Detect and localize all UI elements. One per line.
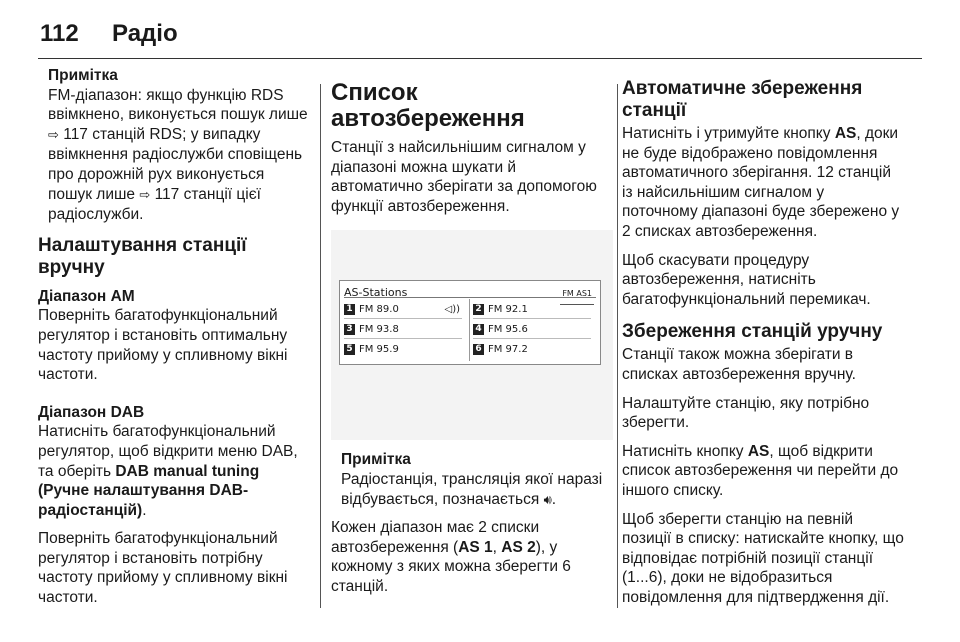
lists-text-1: Кожен діапазон має 2 списки автозбереження ( [331,519,540,556]
preset-slot-6[interactable] [473,341,591,358]
manual-save-text-4: Щоб зберегти станцію на певній позиції в списку: натискайте кнопку, що відповідає потрібній позиції станції (1...6), доки не відобразиться повідомлення для підтвердження дії. [622,510,904,606]
dab-text-2: Поверніть багатофункціональний регулятор і встановіть потрібну частоту прийому у спливному вікні частоти. [38,530,288,607]
preset-number: 5 [344,344,355,355]
section-heading: Налаштування станції вручну [38,234,247,278]
preset-frequency: FM 93.8 [359,324,399,336]
note-text-body: Радіостанція, трансляція якої наразі відбувається, позначається [341,470,603,508]
left-column [38,66,310,617]
note-box [341,450,609,510]
column-divider-1 [320,84,321,608]
dab-text-1 [38,422,310,520]
header-rule [38,58,922,59]
manual-save-text-2: Налаштуйте станцію, яку потрібно зберегти. [622,394,870,432]
speaker-icon: ◁)) [444,304,460,316]
auto-save-text-1b: , доки не буде відображено повідомлення автоматичного зберігання. 12 станцій із найсильнішим сигналом у поточному діапазоні буде збережено у 2 списках автозбереження. [622,125,900,240]
dab-text-1a: Натисніть багатофункціональний регулятор, щоб відкрити меню DAB, та оберіть [38,423,298,480]
middle-column [331,80,609,606]
preset-number: 3 [344,324,355,335]
note-text [341,470,609,510]
preset-frequency: FM 89.0 [359,304,399,316]
note-text [48,86,310,225]
as-stations-screen [339,280,601,365]
as-button-label: AS [747,442,770,460]
manual-save-text-3b: , щоб відкрити список автозбереження чи перейти до іншого списку. [622,442,899,499]
dab-heading: Діапазон DAB [38,403,145,421]
autosave-intro: Станції з найсильнішим сигналом у діапазоні можна шукати й автоматично зберігати за допомогою функції автозбереження. [331,139,597,215]
auto-save-heading: Автоматичне збереження станції [622,78,863,121]
dab-manual-tuning-label: DAB manual tuning (Ручне налаштування DAB-радіостанцій) [38,462,260,519]
auto-save-text-1a: Натисніть і утримуйте кнопку [622,125,831,142]
preset-number: 1 [344,304,355,315]
manual-save-text-3a: Натисніть кнопку [622,442,744,460]
note-text-3: 117 станції цієї радіослужби. [48,185,261,224]
note-text-2: 117 станцій RDS; у випадку ввімкнення радіослужби сповіщень про дорожній рух виконується пошук лише [48,125,303,203]
autosave-list-heading: Список автозбереження [331,79,525,132]
auto-save-cancel-text: Щоб скасувати процедуру автозбереження, натисніть багатофункціональний перемикач. [622,251,871,308]
preset-number: 4 [473,324,484,335]
dab-end: . [142,501,147,519]
column-divider-2 [617,84,618,608]
page-reference-icon: ⇨ [48,127,59,143]
note-heading: Примітка [341,451,411,469]
as1-label: AS 1 [458,538,493,556]
note-end: . [551,490,557,508]
right-column [622,78,904,616]
preset-slot-3[interactable] [344,321,462,339]
screen-title: AS-Stations [344,286,408,300]
comma: , [492,538,502,556]
autosave-lists-text [331,518,609,596]
as2-label: AS 2 [501,538,536,556]
page-reference-icon: ⇨ [139,187,151,203]
preset-slot-2[interactable] [473,301,591,319]
am-heading: Діапазон AM [38,287,135,305]
as-button-label: AS [834,125,857,142]
as-stations-figure [331,230,613,440]
am-text: Поверніть багатофункціональний регулятор і встановіть оптимальну частоту прийому у спливному вікні частоти. [38,307,288,384]
page-number: 112 [40,20,79,47]
auto-save-text-1 [622,124,904,242]
preset-number: 2 [473,304,484,315]
manual-save-text-3 [622,442,904,501]
manual-save-heading: Збереження станцій уручну [622,321,883,343]
note-box [48,66,310,225]
screen-band-tag: FM AS1 [560,284,594,305]
preset-frequency: FM 95.6 [488,324,528,336]
preset-frequency: FM 97.2 [488,344,528,356]
preset-number: 6 [473,344,484,355]
note-text-1: FM-діапазон: якщо функцію RDS ввімкнено, виконується пошук лише [48,86,308,124]
screen-separator [344,297,596,298]
speaker-icon: 🔊︎ [543,492,552,508]
page-title: Радіо [112,20,178,47]
manual-save-text-1: Станції також можна зберігати в списках автозбереження вручну. [622,346,856,383]
screen-column-divider [469,299,470,361]
preset-slot-4[interactable] [473,321,591,339]
preset-slot-5[interactable] [344,341,462,358]
preset-frequency: FM 92.1 [488,304,528,316]
preset-frequency: FM 95.9 [359,344,399,356]
note-heading: Примітка [48,67,118,84]
lists-text-2: ), у кожному з яких можна зберегти 6 станцій. [331,538,571,595]
preset-slot-1[interactable] [344,301,462,319]
